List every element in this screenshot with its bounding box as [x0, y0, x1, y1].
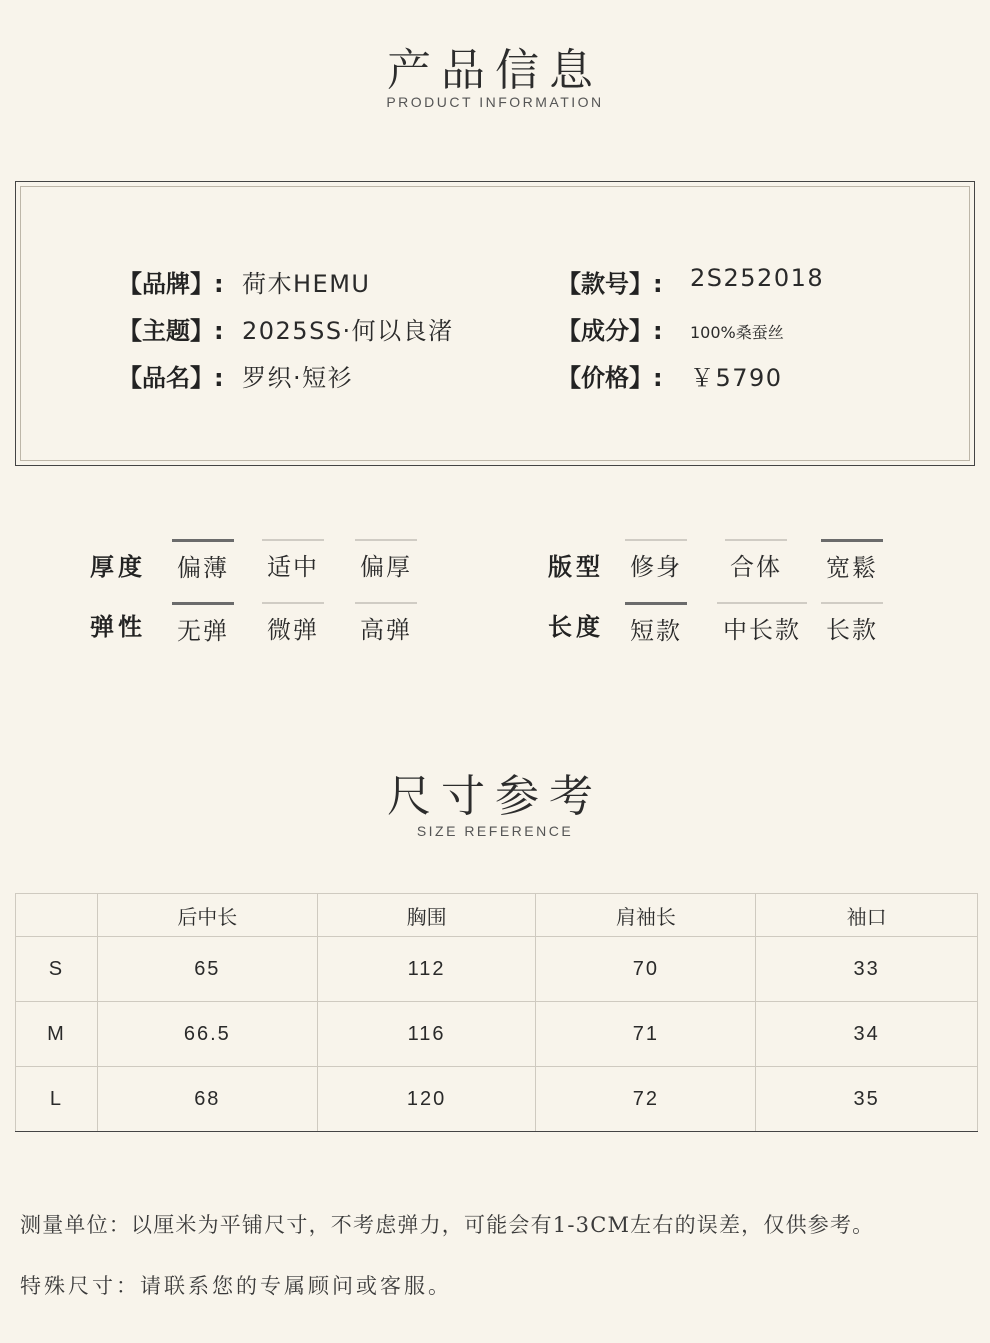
brand-value: 荷木HEMU: [242, 270, 371, 298]
chest-cell: 116: [317, 1002, 536, 1067]
length-option-mid: 中长款: [717, 602, 807, 645]
chest-cell: 120: [317, 1067, 536, 1132]
size-cell: S: [16, 937, 98, 1002]
size-reference-title: 尺寸参考: [387, 771, 603, 822]
fit-option-regular: 合体: [725, 539, 787, 582]
header-back-length: 后中长: [97, 894, 317, 937]
back-length-cell: 66.5: [97, 1002, 317, 1067]
theme-label: 【主题】:: [118, 317, 224, 345]
price-label: 【价格】:: [557, 364, 663, 392]
style-number-value: 2S252018: [690, 264, 825, 292]
price-value: ￥5790: [690, 364, 783, 392]
length-label: 长度: [548, 613, 604, 641]
cuff-cell: 33: [756, 937, 978, 1002]
elasticity-option-slight: 微弹: [262, 602, 324, 645]
fit-option-loose: 宽鬆: [821, 539, 883, 583]
style-number-label: 【款号】:: [557, 270, 663, 298]
shoulder-sleeve-cell: 72: [536, 1067, 756, 1132]
header-chest: 胸围: [317, 894, 536, 937]
elasticity-label: 弹性: [90, 613, 146, 641]
size-table: [15, 893, 978, 1132]
size-cell: M: [16, 1002, 98, 1067]
thickness-option-thin: 偏薄: [172, 539, 234, 583]
size-cell: L: [16, 1067, 98, 1132]
elasticity-option-none: 无弹: [172, 602, 234, 646]
brand-label: 【品牌】:: [118, 270, 224, 298]
special-size-note: 特殊尺寸：请联系您的专属顾问或客服。: [20, 1274, 452, 1298]
table-row: [16, 1067, 978, 1132]
thickness-option-medium: 适中: [262, 539, 324, 582]
fit-option-slim: 修身: [625, 539, 687, 582]
table-row: [16, 937, 978, 1002]
measurement-note: 测量单位：以厘米为平铺尺寸，不考虑弹力，可能会有1-3CM左右的误差，仅供参考。: [20, 1213, 875, 1237]
length-option-short: 短款: [625, 602, 687, 646]
length-option-long: 长款: [821, 602, 883, 645]
product-name-label: 【品名】:: [118, 364, 224, 392]
product-info-subtitle: PRODUCT INFORMATION: [386, 94, 604, 110]
header-corner: [16, 894, 98, 937]
header-shoulder-sleeve: 肩袖长: [536, 894, 756, 937]
size-table-header: [16, 894, 978, 937]
table-row: [16, 1002, 978, 1067]
cuff-cell: 34: [756, 1002, 978, 1067]
back-length-cell: 65: [97, 937, 317, 1002]
thickness-option-thick: 偏厚: [355, 539, 417, 582]
shoulder-sleeve-cell: 71: [536, 1002, 756, 1067]
header-cuff: 袖口: [756, 894, 978, 937]
shoulder-sleeve-cell: 70: [536, 937, 756, 1002]
composition-value: 100%桑蚕丝: [690, 323, 784, 342]
product-info-title: 产品信息: [387, 45, 603, 96]
product-name-value: 罗织·短衫: [242, 364, 354, 392]
fit-label: 版型: [548, 553, 604, 581]
chest-cell: 112: [317, 937, 536, 1002]
cuff-cell: 35: [756, 1067, 978, 1132]
composition-label: 【成分】:: [557, 317, 663, 345]
thickness-label: 厚度: [90, 553, 146, 581]
size-reference-subtitle: SIZE REFERENCE: [416, 823, 574, 839]
elasticity-option-high: 高弹: [355, 602, 417, 645]
theme-value: 2025SS·何以良渚: [242, 317, 454, 345]
back-length-cell: 68: [97, 1067, 317, 1132]
